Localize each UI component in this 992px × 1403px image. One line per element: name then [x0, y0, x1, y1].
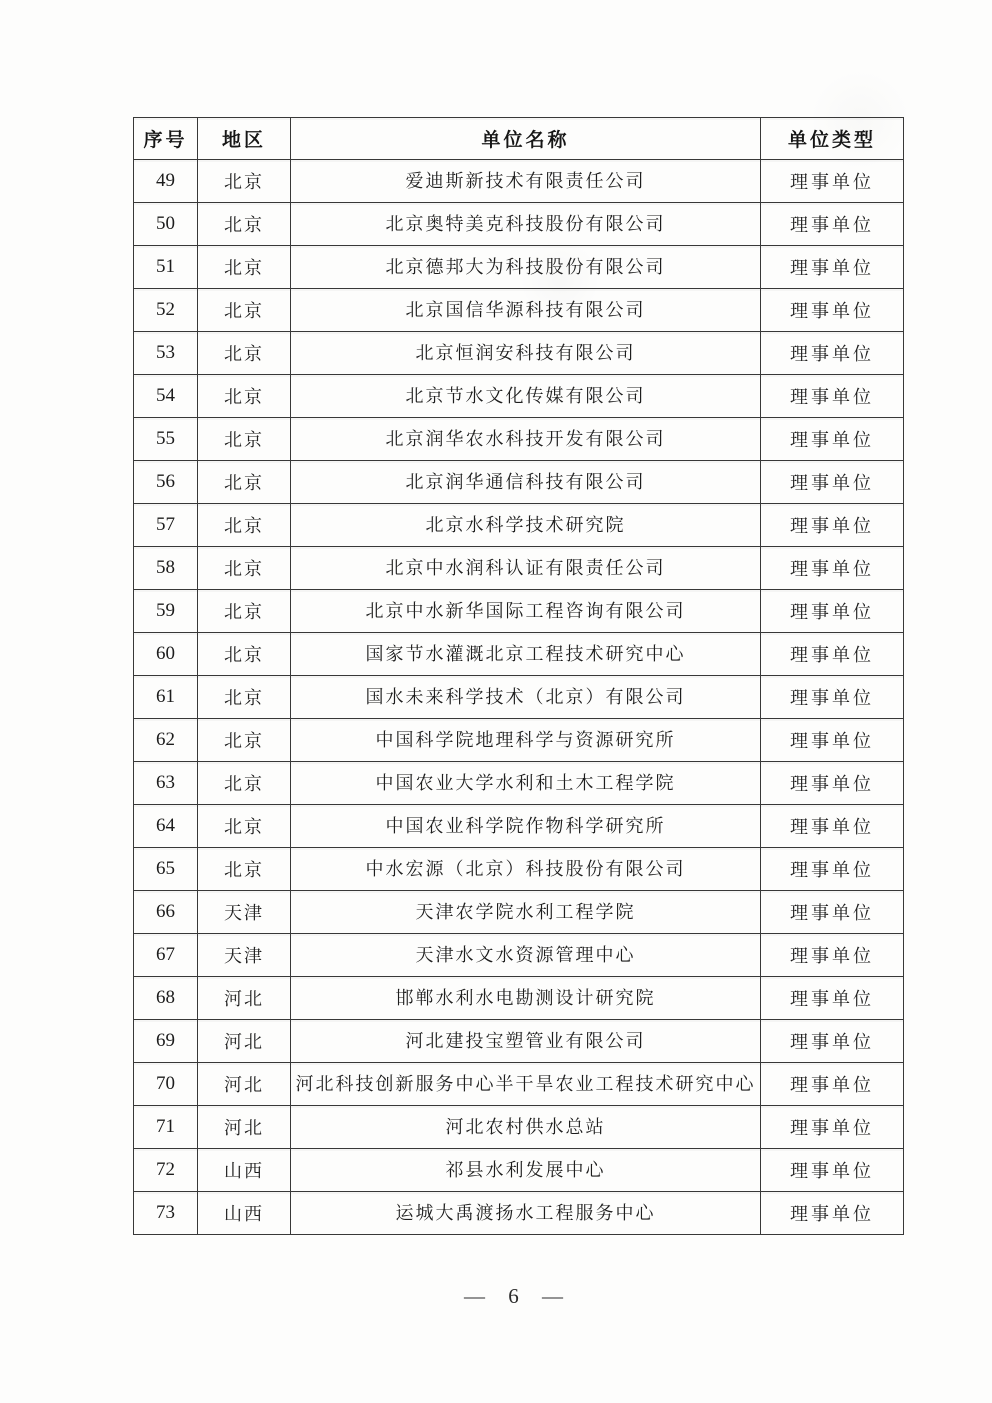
cell-unit-type: 理事单位 — [761, 547, 904, 590]
cell-region: 山西 — [198, 1149, 291, 1192]
table-row — [134, 418, 904, 461]
cell-unit-type: 理事单位 — [761, 1063, 904, 1106]
cell-serial-number: 64 — [134, 805, 198, 848]
cell-region: 天津 — [198, 891, 291, 934]
table-row — [134, 289, 904, 332]
cell-unit-type: 理事单位 — [761, 934, 904, 977]
cell-region: 北京 — [198, 676, 291, 719]
header-unit-name: 单位名称 — [291, 118, 761, 160]
cell-serial-number: 63 — [134, 762, 198, 805]
table-row — [134, 203, 904, 246]
cell-unit-type: 理事单位 — [761, 332, 904, 375]
cell-region: 北京 — [198, 633, 291, 676]
cell-unit-name: 北京中水润科认证有限责任公司 — [291, 547, 761, 590]
page-number: — 6 — — [464, 1284, 572, 1308]
cell-region: 北京 — [198, 246, 291, 289]
cell-serial-number: 73 — [134, 1192, 198, 1235]
table-header — [134, 118, 904, 160]
table-row — [134, 375, 904, 418]
cell-unit-name: 河北建投宝塑管业有限公司 — [291, 1020, 761, 1063]
cell-unit-name: 北京润华通信科技有限公司 — [291, 461, 761, 504]
cell-serial-number: 69 — [134, 1020, 198, 1063]
cell-unit-name: 中国农业科学院作物科学研究所 — [291, 805, 761, 848]
cell-unit-type: 理事单位 — [761, 160, 904, 203]
cell-unit-type: 理事单位 — [761, 418, 904, 461]
cell-unit-type: 理事单位 — [761, 848, 904, 891]
cell-unit-name: 北京润华农水科技开发有限公司 — [291, 418, 761, 461]
table-row — [134, 1192, 904, 1235]
table-row — [134, 246, 904, 289]
table-row — [134, 891, 904, 934]
cell-region: 河北 — [198, 977, 291, 1020]
cell-unit-name: 中国科学院地理科学与资源研究所 — [291, 719, 761, 762]
cell-unit-name: 爱迪斯新技术有限责任公司 — [291, 160, 761, 203]
table-row — [134, 590, 904, 633]
table-body — [134, 160, 904, 1235]
cell-serial-number: 50 — [134, 203, 198, 246]
cell-unit-type: 理事单位 — [761, 1020, 904, 1063]
cell-serial-number: 51 — [134, 246, 198, 289]
cell-unit-name: 北京恒润安科技有限公司 — [291, 332, 761, 375]
cell-unit-name: 国家节水灌溉北京工程技术研究中心 — [291, 633, 761, 676]
cell-serial-number: 55 — [134, 418, 198, 461]
cell-unit-type: 理事单位 — [761, 504, 904, 547]
table-row — [134, 504, 904, 547]
table-row — [134, 805, 904, 848]
cell-region: 北京 — [198, 332, 291, 375]
cell-unit-name: 祁县水利发展中心 — [291, 1149, 761, 1192]
cell-serial-number: 68 — [134, 977, 198, 1020]
cell-unit-name: 北京中水新华国际工程咨询有限公司 — [291, 590, 761, 633]
cell-unit-type: 理事单位 — [761, 977, 904, 1020]
table-row — [134, 848, 904, 891]
cell-unit-name: 北京水科学技术研究院 — [291, 504, 761, 547]
cell-region: 北京 — [198, 289, 291, 332]
cell-region: 北京 — [198, 418, 291, 461]
cell-unit-name: 国水未来科学技术（北京）有限公司 — [291, 676, 761, 719]
table-row — [134, 977, 904, 1020]
cell-unit-type: 理事单位 — [761, 1149, 904, 1192]
cell-unit-name: 中水宏源（北京）科技股份有限公司 — [291, 848, 761, 891]
cell-serial-number: 72 — [134, 1149, 198, 1192]
table-row — [134, 1063, 904, 1106]
cell-serial-number: 61 — [134, 676, 198, 719]
cell-serial-number: 54 — [134, 375, 198, 418]
cell-region: 北京 — [198, 590, 291, 633]
cell-serial-number: 52 — [134, 289, 198, 332]
cell-region: 北京 — [198, 762, 291, 805]
cell-unit-name: 北京节水文化传媒有限公司 — [291, 375, 761, 418]
cell-serial-number: 67 — [134, 934, 198, 977]
cell-unit-type: 理事单位 — [761, 375, 904, 418]
cell-serial-number: 53 — [134, 332, 198, 375]
cell-serial-number: 49 — [134, 160, 198, 203]
header-serial-number: 序号 — [134, 118, 198, 160]
cell-region: 北京 — [198, 375, 291, 418]
cell-unit-type: 理事单位 — [761, 246, 904, 289]
header-unit-type: 单位类型 — [761, 118, 904, 160]
table-row — [134, 762, 904, 805]
table-row — [134, 1106, 904, 1149]
cell-region: 北京 — [198, 719, 291, 762]
table-row — [134, 160, 904, 203]
header-row — [134, 118, 904, 160]
cell-region: 北京 — [198, 461, 291, 504]
table-row — [134, 676, 904, 719]
cell-serial-number: 71 — [134, 1106, 198, 1149]
cell-unit-type: 理事单位 — [761, 891, 904, 934]
cell-region: 河北 — [198, 1106, 291, 1149]
cell-region: 河北 — [198, 1063, 291, 1106]
cell-unit-type: 理事单位 — [761, 461, 904, 504]
cell-unit-name: 天津水文水资源管理中心 — [291, 934, 761, 977]
cell-region: 山西 — [198, 1192, 291, 1235]
table-row — [134, 547, 904, 590]
cell-serial-number: 58 — [134, 547, 198, 590]
cell-unit-type: 理事单位 — [761, 289, 904, 332]
cell-unit-type: 理事单位 — [761, 203, 904, 246]
cell-region: 北京 — [198, 160, 291, 203]
cell-unit-name: 河北科技创新服务中心半干旱农业工程技术研究中心 — [291, 1063, 761, 1106]
cell-serial-number: 66 — [134, 891, 198, 934]
cell-serial-number: 56 — [134, 461, 198, 504]
cell-region: 河北 — [198, 1020, 291, 1063]
cell-unit-type: 理事单位 — [761, 1192, 904, 1235]
member-units-table — [133, 117, 904, 1235]
cell-unit-name: 运城大禹渡扬水工程服务中心 — [291, 1192, 761, 1235]
cell-serial-number: 57 — [134, 504, 198, 547]
cell-region: 北京 — [198, 848, 291, 891]
cell-serial-number: 62 — [134, 719, 198, 762]
cell-unit-type: 理事单位 — [761, 805, 904, 848]
table-row — [134, 332, 904, 375]
cell-unit-name: 邯郸水利水电勘测设计研究院 — [291, 977, 761, 1020]
cell-unit-name: 北京德邦大为科技股份有限公司 — [291, 246, 761, 289]
cell-region: 北京 — [198, 547, 291, 590]
cell-serial-number: 70 — [134, 1063, 198, 1106]
cell-region: 北京 — [198, 504, 291, 547]
cell-region: 北京 — [198, 805, 291, 848]
cell-serial-number: 59 — [134, 590, 198, 633]
table-row — [134, 1020, 904, 1063]
header-region: 地区 — [198, 118, 291, 160]
cell-unit-type: 理事单位 — [761, 590, 904, 633]
cell-unit-type: 理事单位 — [761, 633, 904, 676]
table-row — [134, 934, 904, 977]
cell-unit-type: 理事单位 — [761, 1106, 904, 1149]
table-row — [134, 719, 904, 762]
cell-unit-name: 北京奥特美克科技股份有限公司 — [291, 203, 761, 246]
cell-unit-name: 北京国信华源科技有限公司 — [291, 289, 761, 332]
cell-unit-type: 理事单位 — [761, 676, 904, 719]
cell-unit-name: 天津农学院水利工程学院 — [291, 891, 761, 934]
table-row — [134, 461, 904, 504]
cell-unit-type: 理事单位 — [761, 719, 904, 762]
cell-unit-name: 河北农村供水总站 — [291, 1106, 761, 1149]
table-row — [134, 633, 904, 676]
cell-serial-number: 60 — [134, 633, 198, 676]
cell-unit-name: 中国农业大学水利和土木工程学院 — [291, 762, 761, 805]
cell-region: 北京 — [198, 203, 291, 246]
cell-unit-type: 理事单位 — [761, 762, 904, 805]
table-row — [134, 1149, 904, 1192]
cell-region: 天津 — [198, 934, 291, 977]
cell-serial-number: 65 — [134, 848, 198, 891]
